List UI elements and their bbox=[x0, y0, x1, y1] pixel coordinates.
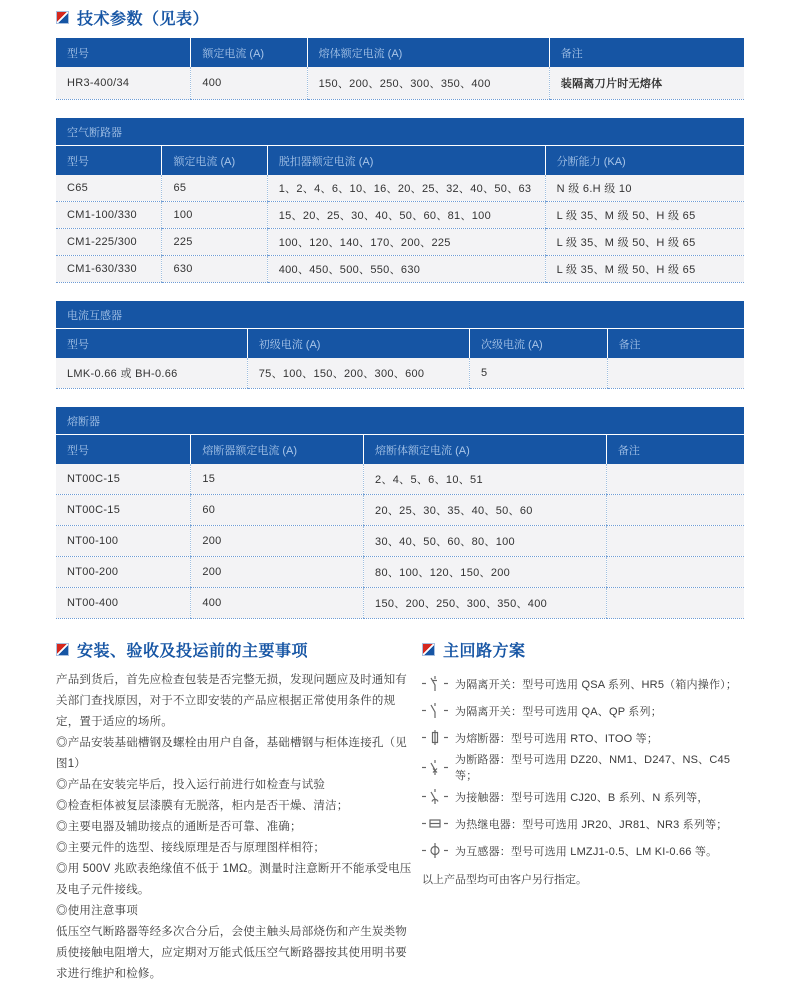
cell-breaking-capacity: L 级 35、M 级 50、H 级 65 bbox=[545, 229, 744, 256]
cell-fuse-rated-current: 200 bbox=[191, 526, 364, 557]
cell-model: CM1-225/300 bbox=[56, 229, 162, 256]
table-row bbox=[56, 495, 744, 526]
install-section-title bbox=[56, 638, 414, 661]
column-header: 次级电流 (A) bbox=[469, 329, 607, 358]
tech-params-section-title bbox=[56, 6, 744, 29]
circuit-item-text: 为热继电器：型号可选用 JR20、JR81、NR3 系列等； bbox=[455, 818, 728, 831]
cell-remark bbox=[607, 358, 744, 389]
table-row bbox=[56, 256, 744, 283]
circuit-item-text: 为隔离开关：型号可选用 QA、QP 系列； bbox=[455, 705, 662, 718]
cell-model: CM1-630/330 bbox=[56, 256, 162, 283]
circuit-item bbox=[422, 751, 744, 783]
disconnect-switch-icon bbox=[422, 676, 448, 691]
current-transformer-table bbox=[56, 301, 744, 389]
cell-fuse-body-current: 30、40、50、60、80、100 bbox=[364, 526, 607, 557]
section-flag-icon bbox=[56, 643, 69, 656]
cell-rated-current: 225 bbox=[162, 229, 267, 256]
cell-model: NT00-400 bbox=[56, 588, 191, 619]
table-row bbox=[56, 588, 744, 619]
column-header: 备注 bbox=[549, 38, 744, 67]
install-notice: 低压空气断路器等经多次合分后，会使主触头局部烧伤和产生炭类物质使接触电阻增大，应定期对万能式低压空气断路器按其使用明书要求进行维护和检修。 bbox=[56, 926, 407, 980]
install-bullet: ◎产品在安装完毕后，投入运行前进行如检查与试验 bbox=[56, 779, 326, 791]
circuit-item bbox=[422, 697, 744, 724]
cell-remark bbox=[606, 588, 744, 619]
column-header: 分断能力 (KA) bbox=[545, 146, 744, 175]
table-row bbox=[56, 67, 744, 100]
circuit-item-text: 为隔离开关：型号可选用 QSA 系列、HR5（箱内操作）； bbox=[455, 678, 738, 691]
table-header-row bbox=[56, 146, 744, 175]
cell-rated-current: 100 bbox=[162, 202, 267, 229]
cell-fuse-rated-current: 400 bbox=[191, 588, 364, 619]
cell-model: NT00-200 bbox=[56, 557, 191, 588]
column-header: 初级电流 (A) bbox=[247, 329, 469, 358]
circuit-item-text: 为断路器：型号可选用 DZ20、NM1、D247、NS、C45 等； bbox=[455, 754, 731, 782]
isolating-switch-icon bbox=[422, 703, 448, 718]
section-title-text: 主回路方案 bbox=[443, 643, 526, 660]
circuit-section-title bbox=[422, 638, 744, 661]
column-header: 备注 bbox=[607, 329, 744, 358]
section-flag-icon bbox=[56, 11, 69, 24]
install-intro: 产品到货后，首先应检查包装是否完整无损，发现问题应及时通知有关部门查找原因，对于不立即安装的产品应根据正常使用条件的规定，置于适应的场所。 bbox=[56, 674, 407, 728]
install-bullet: ◎使用注意事项 bbox=[56, 905, 138, 917]
table-row bbox=[56, 464, 744, 495]
cell-fuse-current: 150、200、250、300、350、400 bbox=[307, 67, 549, 100]
air-breaker-table bbox=[56, 118, 744, 283]
current-transformer-icon bbox=[422, 843, 448, 858]
cell-trip-current: 1、2、4、6、10、16、20、25、32、40、50、63 bbox=[267, 175, 545, 202]
cell-rated-current: 630 bbox=[162, 256, 267, 283]
circuit-item-text: 为熔断器：型号可选用 RTO、ITOO 等； bbox=[455, 732, 659, 745]
install-bullet: ◎用 500V 兆欧表绝缘值不低于 1MΩ。测量时注意断开不能承受电压及电子元件接线。 bbox=[56, 863, 412, 896]
cell-fuse-body-current: 20、25、30、35、40、50、60 bbox=[364, 495, 607, 526]
cell-remark bbox=[606, 464, 744, 495]
table-title-bar: 电流互感器 bbox=[56, 301, 744, 329]
table-row bbox=[56, 175, 744, 202]
column-header: 熔断体额定电流 (A) bbox=[364, 435, 607, 464]
cell-model: C65 bbox=[56, 175, 162, 202]
cell-model: HR3-400/34 bbox=[56, 67, 191, 100]
column-header: 额定电流 (A) bbox=[162, 146, 267, 175]
fuse-icon bbox=[422, 730, 448, 745]
circuit-item bbox=[422, 670, 744, 697]
table-row bbox=[56, 557, 744, 588]
table-header-row bbox=[56, 435, 744, 464]
column-header: 熔断器额定电流 (A) bbox=[191, 435, 364, 464]
column-header: 型号 bbox=[56, 38, 191, 67]
cell-breaking-capacity: N 级 6.H 级 10 bbox=[545, 175, 744, 202]
table-row bbox=[56, 229, 744, 256]
circuit-item bbox=[422, 783, 744, 810]
fuse-table bbox=[56, 407, 744, 619]
install-section bbox=[56, 638, 414, 985]
hr3-spec-table bbox=[56, 38, 744, 100]
table-header-row bbox=[56, 38, 744, 67]
cell-fuse-body-current: 2、4、5、6、10、51 bbox=[364, 464, 607, 495]
install-bullet: ◎产品安装基础槽钢及螺栓由用户自备，基础槽钢与柜体连接孔（见图1） bbox=[56, 737, 407, 770]
cell-model: NT00C-15 bbox=[56, 495, 191, 526]
cell-rated-current: 65 bbox=[162, 175, 267, 202]
section-flag-icon bbox=[422, 643, 435, 656]
column-header: 型号 bbox=[56, 435, 191, 464]
section-title-text: 安装、验收及投运前的主要事项 bbox=[77, 643, 309, 660]
circuit-item-text: 为接触器：型号可选用 CJ20、B 系列、N 系列等， bbox=[455, 791, 709, 804]
cell-secondary-current: 5 bbox=[469, 358, 607, 389]
cell-remark bbox=[606, 557, 744, 588]
circuit-item bbox=[422, 724, 744, 751]
cell-model: NT00C-15 bbox=[56, 464, 191, 495]
bottom-columns bbox=[56, 638, 744, 985]
install-bullet: ◎主要元件的选型、接线原理是否与原理图样相符； bbox=[56, 842, 326, 854]
circuit-item bbox=[422, 837, 744, 864]
table-row bbox=[56, 526, 744, 557]
circuit-item bbox=[422, 810, 744, 837]
table-title-bar: 空气断路器 bbox=[56, 118, 744, 146]
cell-fuse-rated-current: 15 bbox=[191, 464, 364, 495]
cell-primary-current: 75、100、150、200、300、600 bbox=[247, 358, 469, 389]
cell-trip-current: 100、120、140、170、200、225 bbox=[267, 229, 545, 256]
cell-breaking-capacity: L 级 35、M 级 50、H 级 65 bbox=[545, 202, 744, 229]
circuit-section bbox=[422, 638, 744, 985]
cell-trip-current: 400、450、500、550、630 bbox=[267, 256, 545, 283]
cell-model: LMK-0.66 或 BH-0.66 bbox=[56, 358, 247, 389]
install-bullet: ◎主要电器及辅助接点的通断是否可靠、准确； bbox=[56, 821, 302, 833]
cell-breaking-capacity: L 级 35、M 级 50、H 级 65 bbox=[545, 256, 744, 283]
cell-trip-current: 15、20、25、30、40、50、60、81、100 bbox=[267, 202, 545, 229]
cell-remark bbox=[606, 526, 744, 557]
install-bullet: ◎检查柜体被复层漆膜有无脱落，柜内是否干燥、清洁； bbox=[56, 800, 349, 812]
cell-remark: 装隔离刀片时无熔体 bbox=[549, 67, 744, 100]
cell-model: CM1-100/330 bbox=[56, 202, 162, 229]
column-header: 脱扣器额定电流 (A) bbox=[267, 146, 545, 175]
cell-fuse-body-current: 80、100、120、150、200 bbox=[364, 557, 607, 588]
contactor-icon bbox=[422, 789, 448, 804]
thermal-relay-icon bbox=[422, 816, 448, 831]
section-title-text: 技术参数（见表） bbox=[77, 11, 210, 28]
circuit-breaker-icon bbox=[422, 760, 448, 775]
cell-fuse-rated-current: 60 bbox=[191, 495, 364, 526]
table-header-row bbox=[56, 329, 744, 358]
column-header: 备注 bbox=[606, 435, 744, 464]
circuit-footer: 以上产品型均可由客户另行指定。 bbox=[422, 874, 587, 886]
table-title-bar: 熔断器 bbox=[56, 407, 744, 435]
column-header: 额定电流 (A) bbox=[191, 38, 307, 67]
column-header: 型号 bbox=[56, 329, 247, 358]
circuit-item-text: 为互感器：型号可选用 LMZJ1-0.5、LM KI-0.66 等。 bbox=[455, 845, 718, 858]
table-row bbox=[56, 202, 744, 229]
cell-model: NT00-100 bbox=[56, 526, 191, 557]
table-row bbox=[56, 358, 744, 389]
cell-remark bbox=[606, 495, 744, 526]
cell-fuse-rated-current: 200 bbox=[191, 557, 364, 588]
column-header: 型号 bbox=[56, 146, 162, 175]
cell-fuse-body-current: 150、200、250、300、350、400 bbox=[364, 588, 607, 619]
column-header: 熔体额定电流 (A) bbox=[307, 38, 549, 67]
product-spec-page bbox=[56, 0, 744, 985]
cell-rated-current: 400 bbox=[191, 67, 307, 100]
